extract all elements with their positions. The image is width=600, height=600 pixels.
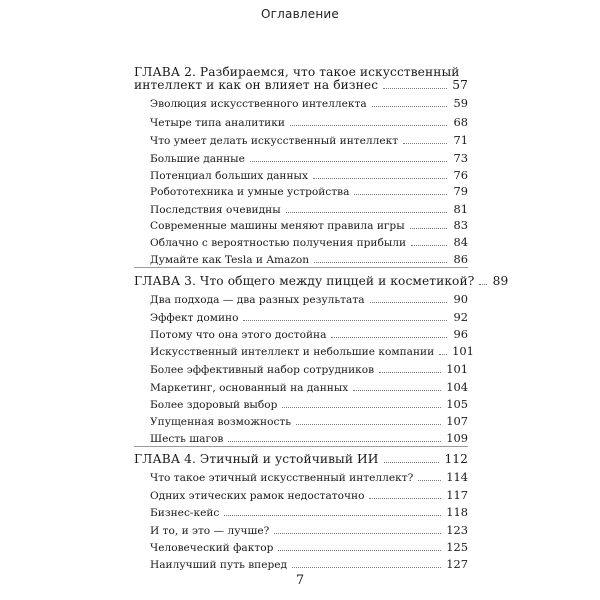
toc-section[interactable] (150, 252, 468, 266)
dot-leader (353, 390, 441, 391)
toc-section-title: Робототехника и умные устройства (150, 186, 350, 198)
toc-page-number: 118 (446, 505, 468, 519)
toc-section-title: Большие данные (150, 153, 245, 165)
toc-section[interactable] (150, 115, 468, 129)
toc-chapter-title: интеллект и как он влияет на бизнес (134, 78, 379, 92)
toc-page-number: 127 (446, 557, 468, 571)
toc-section-title: Более здоровый выбор (150, 399, 278, 411)
toc-section-title: Более эффективный набор сотрудников (150, 364, 375, 376)
toc-section[interactable] (150, 414, 468, 428)
toc-section[interactable] (150, 184, 468, 198)
dot-leader (372, 106, 447, 107)
toc-page-number: 57 (452, 78, 468, 92)
dot-leader (224, 515, 441, 516)
dot-leader (296, 424, 441, 425)
dot-leader (331, 337, 447, 338)
toc-page-number: 59 (453, 96, 468, 110)
dot-leader (354, 194, 447, 195)
dot-leader (479, 284, 487, 285)
toc-page-number: 68 (453, 115, 468, 129)
toc-page-number: 73 (453, 151, 468, 165)
toc-section-title: Что умеет делать искусственный интеллект (150, 135, 399, 147)
dot-leader (228, 441, 441, 442)
toc-section[interactable] (150, 344, 474, 358)
toc-chapter-2[interactable] (134, 78, 468, 92)
toc-section-title: Упущенная возможность (150, 416, 292, 428)
toc-page-number: 107 (446, 414, 468, 428)
toc-section[interactable] (150, 470, 468, 484)
toc-chapter-title: ГЛАВА 3. Что общего между пиццей и косметикой? (134, 274, 475, 288)
toc-page-number: 101 (446, 362, 468, 376)
toc-section-title: Потенциал больших данных (150, 170, 308, 182)
dot-leader (403, 143, 447, 144)
dot-leader (290, 125, 447, 126)
toc-section-title: Шесть шагов (150, 433, 224, 445)
dot-leader (282, 407, 441, 408)
toc-section-title: Потому что она этого достойна (150, 329, 327, 341)
toc-section[interactable] (150, 292, 468, 306)
dot-leader (313, 178, 447, 179)
dot-leader (418, 480, 441, 481)
toc-page-number: 76 (453, 168, 468, 182)
toc-section[interactable] (150, 327, 468, 341)
toc-page-number: 101 (452, 344, 474, 358)
toc-section-title: Наилучший путь вперед (150, 559, 288, 571)
dot-leader (274, 533, 441, 534)
dot-leader (411, 245, 447, 246)
dot-leader (383, 88, 447, 89)
toc-page-number: 81 (453, 202, 468, 216)
toc-section[interactable] (150, 505, 468, 519)
toc-chapter-3[interactable] (134, 274, 509, 288)
toc-section[interactable] (150, 397, 468, 411)
toc-section[interactable] (150, 523, 468, 537)
toc-section-title: Облачно с вероятностью получения прибыли (150, 237, 407, 249)
toc-page-number: 96 (453, 327, 468, 341)
dot-leader (286, 212, 447, 213)
toc-section[interactable] (150, 218, 468, 232)
toc-section-title: Искусственный интеллект и небольшие компании (150, 346, 435, 358)
toc-section[interactable] (150, 310, 468, 324)
dot-leader (243, 320, 447, 321)
toc-page-number: 109 (446, 431, 468, 445)
dot-leader (314, 262, 447, 263)
toc-section-title: И то, и это — лучше? (150, 525, 270, 537)
dot-leader (292, 567, 441, 568)
dot-leader (384, 462, 440, 463)
toc-section-title: Современные машины меняют правила игры (150, 220, 405, 232)
page-number: 7 (295, 573, 305, 588)
toc-page-number: 92 (453, 310, 468, 324)
chapter-divider (134, 446, 468, 447)
dot-leader (410, 228, 447, 229)
toc-section[interactable] (150, 151, 468, 165)
toc-page-number: 125 (446, 540, 468, 554)
toc-section-title: Маркетинг, основанный на данных (150, 382, 349, 394)
toc-page-number: 105 (446, 397, 468, 411)
toc-page-number: 79 (453, 184, 468, 198)
toc-section-title: Бизнес-кейс (150, 507, 220, 519)
toc-page-number: 104 (446, 380, 468, 394)
toc-section[interactable] (150, 202, 468, 216)
dot-leader (370, 302, 447, 303)
toc-section-title: Четыре типа аналитики (150, 117, 285, 129)
running-head: Оглавление (261, 7, 339, 21)
toc-section[interactable] (150, 362, 468, 376)
toc-section[interactable] (150, 380, 468, 394)
toc-section-title: Два подхода — два разных результата (150, 294, 365, 306)
dot-leader (278, 550, 441, 551)
dot-leader (369, 498, 441, 499)
toc-page-number: 117 (446, 488, 468, 502)
toc-page-number: 114 (446, 470, 468, 484)
toc-page-number: 83 (453, 218, 468, 232)
toc-section-title: Последствия очевидны (150, 204, 281, 216)
chapter-2-title-line-1: ГЛАВА 2. Разбираемся, что такое искусственный (134, 65, 460, 79)
toc-section[interactable] (150, 96, 468, 110)
toc-section-title: Эффект домино (150, 312, 239, 324)
toc-section-title: Одних этических рамок недостаточно (150, 490, 365, 502)
toc-section[interactable] (150, 540, 468, 554)
toc-section[interactable] (150, 235, 468, 249)
toc-page-number: 112 (444, 452, 468, 466)
toc-section[interactable] (150, 168, 468, 182)
toc-section-title: Эволюция искусственного интеллекта (150, 98, 367, 110)
toc-chapter-title: ГЛАВА 4. Этичный и устойчивый ИИ (134, 452, 379, 466)
toc-page-number: 123 (446, 523, 468, 537)
dot-leader (250, 161, 447, 162)
toc-page-number: 90 (453, 292, 468, 306)
toc-section-title: Думайте как Tesla и Amazon (150, 254, 310, 266)
dot-leader (439, 354, 447, 355)
toc-section-title: Что такое этичный искусственный интеллект? (150, 472, 414, 484)
toc-page-number: 71 (453, 133, 468, 147)
chapter-divider (134, 267, 468, 268)
dot-leader (379, 372, 441, 373)
toc-section[interactable] (150, 133, 468, 147)
toc-section[interactable] (150, 557, 468, 571)
toc-section[interactable] (150, 431, 468, 445)
toc-page-number: 89 (492, 274, 509, 288)
toc-page-number: 84 (453, 235, 468, 249)
toc-section-title: Человеческий фактор (150, 542, 274, 554)
toc-section[interactable] (150, 488, 468, 502)
toc-chapter-4[interactable] (134, 452, 468, 466)
toc-page-number: 86 (453, 252, 468, 266)
